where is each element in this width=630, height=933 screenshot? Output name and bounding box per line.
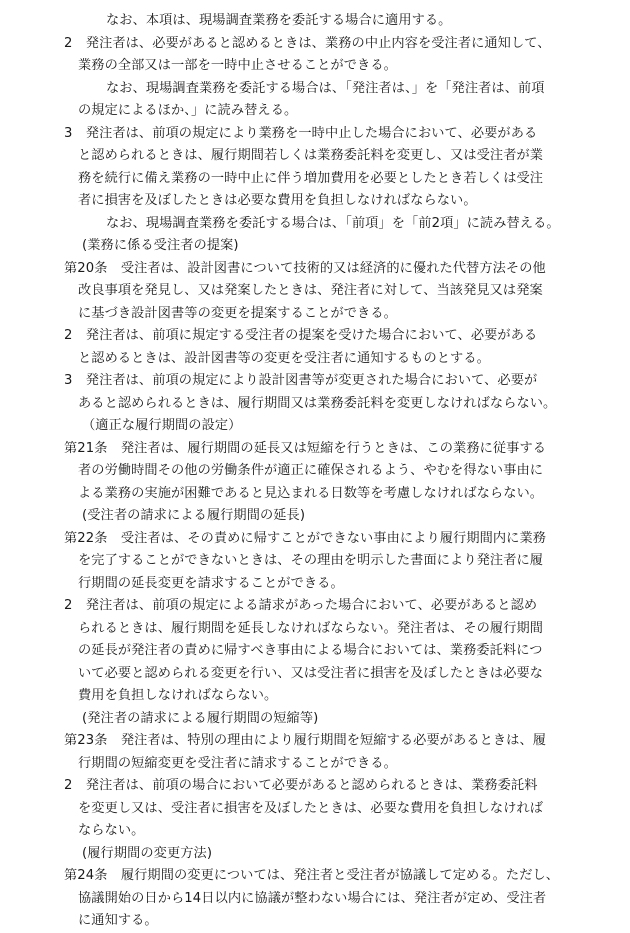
text-line: 3 発注者は、前項の規定により設計図書等が変更された場合において、必要が xyxy=(64,373,538,388)
document-page xyxy=(64,10,578,933)
text-line: 2 発注者は、前項に規定する受注者の提案を受けた場合において、必要がある xyxy=(64,328,538,343)
section-caption: (発注者の請求による履行期間の短縮等) xyxy=(82,710,319,726)
text-line: なお、本項は、現場調査業務を委託する場合に適用する。 xyxy=(106,13,452,28)
section-caption: (受注者の請求による履行期間の延長) xyxy=(82,508,306,523)
text-line: と認められるときは、履行期間若しくは業務委託料を変更し、又は受注者が業 xyxy=(78,148,544,163)
text-line: の延長が発注者の責めに帰すべき事由による場合においては、業務委託料につ xyxy=(78,643,543,658)
text-line: 2 発注者は、前項の場合において必要があると認められるときは、業務委託料 xyxy=(64,778,538,793)
text-line: に基づき設計図書等の変更を提案することができる。 xyxy=(78,305,397,321)
text-line: いて必要と認められる変更を行い、又は受注者に損害を及ぼしたときは必要な xyxy=(78,665,544,681)
article-heading-line: 第24条 履行期間の変更については、発注者と受注者が協議して定める。ただし、 xyxy=(64,868,560,883)
section-caption: （適正な履行期間の設定） xyxy=(82,418,242,433)
section-caption: (業務に係る受注者の提案) xyxy=(82,238,239,253)
text-line: の規定によるほか、」に読み替える。 xyxy=(78,103,298,118)
text-line: 費用を負担しなければならない。 xyxy=(78,688,278,703)
text-line: を変更し又は、受注者に損害を及ぼしたときは、必要な費用を負担しなければ xyxy=(78,800,544,816)
text-line: 者に損害を及ぼしたときは必要な費用を負担しなければならない。 xyxy=(78,193,477,208)
text-line: に通知する。 xyxy=(78,913,158,928)
text-line: あると認められるときは、履行期間又は業務委託料を変更しなければならない。 xyxy=(78,395,557,411)
article-heading-line: 第20条 受注者は、設計図書について技術的又は経済的に優れた代替方法その他 xyxy=(64,260,546,276)
text-line: 者の労働時間その他の労働条件が適正に確保されるよう、やむを得ない事由に xyxy=(78,463,544,478)
text-line: を完了することができないときは、その理由を明示した書面により発注者に履 xyxy=(78,553,544,568)
article-heading-line: 第23条 発注者は、特別の理由により履行期間を短縮する必要があるときは、履 xyxy=(64,733,547,748)
text-line: 協議開始の日から14日以内に協議が整わない場合には、発注者が定め、受注者 xyxy=(78,890,547,906)
text-line: なお、現場調査業務を委託する場合は、「発注者は、」を「発注者は、前項 xyxy=(106,80,545,96)
text-line: 務を続行に備え業務の一時中止に伴う増加費用を必要としたとき若しくは受注 xyxy=(78,170,544,186)
article-heading-line: 第21条 発注者は、履行期間の延長又は短縮を行うときは、この業務に従事する xyxy=(64,440,547,456)
text-line: なお、現場調査業務を委託する場合は、「前項」を「前2項」に読み替える。 xyxy=(106,215,560,231)
text-line: よる業務の実施が困難であると見込まれる日数等を考慮しなければならない。 xyxy=(78,485,544,501)
text-line: ならない。 xyxy=(78,823,145,838)
section-caption: (履行期間の変更方法) xyxy=(82,845,213,861)
text-line: 行期間の短縮変更を受注者に請求することができる。 xyxy=(78,755,397,771)
text-line: 3 発注者は、前項の規定により業務を一時中止した場合において、必要がある xyxy=(64,125,538,141)
text-line: と認めるときは、設計図書等の変更を受注者に通知するものとする。 xyxy=(78,350,490,366)
text-line: 業務の全部又は一部を一時中止させることができる。 xyxy=(78,58,397,73)
text-line: 行期間の延長変更を請求することができる。 xyxy=(78,575,344,591)
text-line: られるときは、履行期間を延長しなければならない。発注者は、その履行期間 xyxy=(78,620,544,636)
article-heading-line: 第22条 受注者は、その責めに帰すことができない事由により履行期間内に業務 xyxy=(64,530,547,546)
text-line: 改良事項を発見し、又は発案したときは、発注者に対して、当該発見又は発案 xyxy=(78,283,543,298)
text-line: 2 発注者は、前項の規定による請求があった場合において、必要があると認め xyxy=(64,598,538,613)
text-line: 2 発注者は、必要があると認めるときは、業務の中止内容を受注者に通知して、 xyxy=(64,35,551,51)
